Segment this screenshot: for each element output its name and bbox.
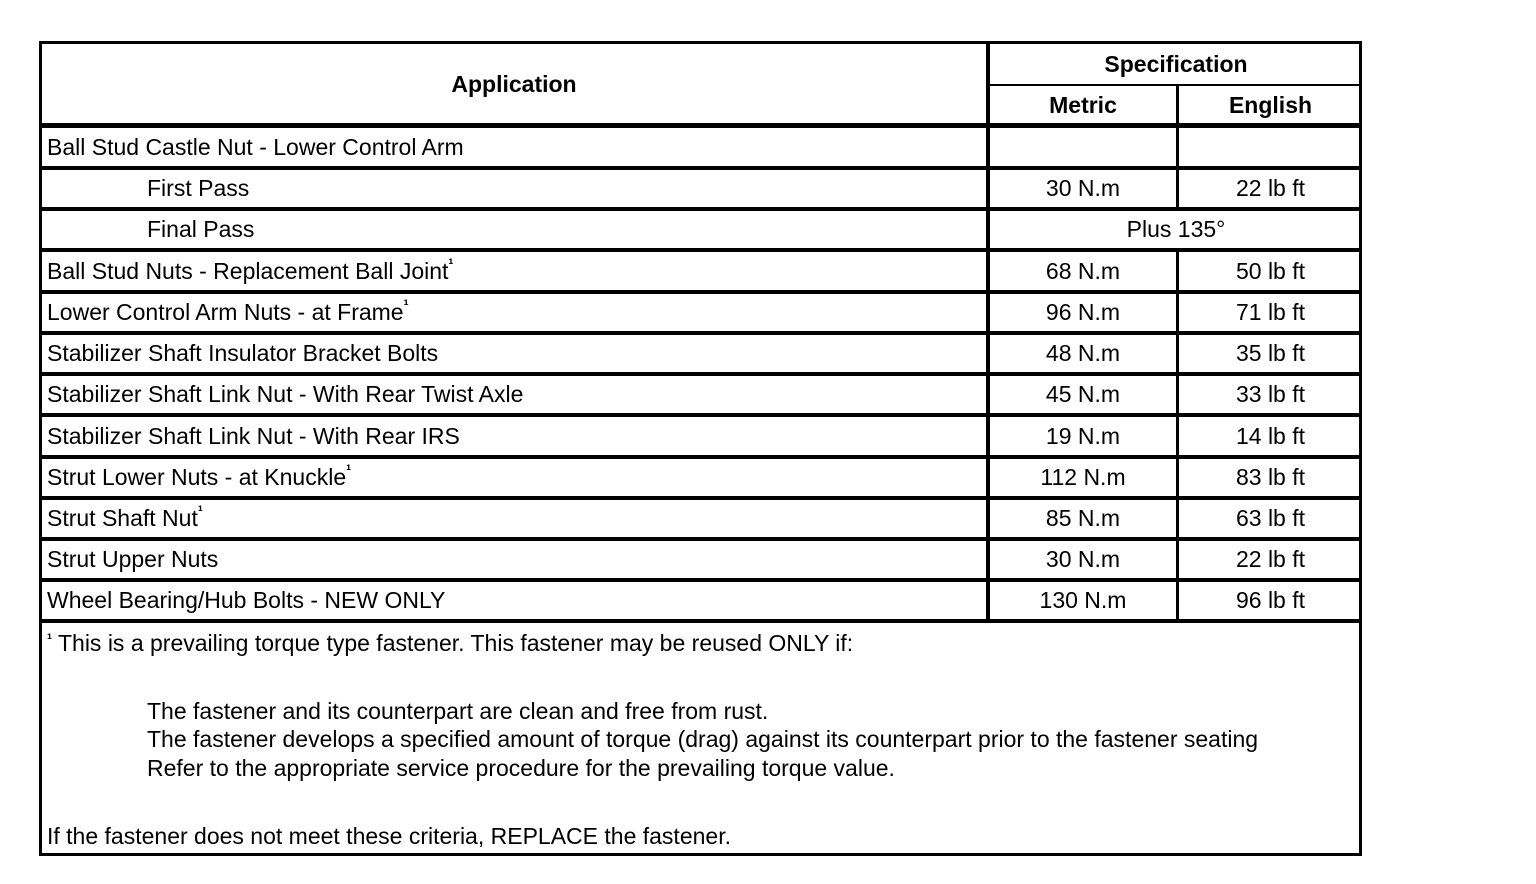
footnote-intro-text: This is a prevailing torque type fastener. This fastener may be reused ONLY if:	[52, 630, 854, 656]
row-application	[47, 500, 977, 537]
footnote-intro	[47, 630, 853, 657]
group-title: Ball Stud Castle Nut - Lower Control Arm	[47, 133, 464, 160]
row-english: 14 lb ft	[1235, 422, 1306, 449]
row-application: Stabilizer Shaft Link Nut - With Rear IRS	[47, 422, 460, 449]
footnote-condition: Refer to the appropriate service procedure for the prevailing torque value.	[147, 755, 895, 781]
row-english: 22 lb ft	[1235, 175, 1306, 201]
footnote-marker: ¹	[403, 297, 409, 314]
row-metric: 112 N.m	[1040, 464, 1126, 490]
row-metric: 19 N.m	[1045, 422, 1121, 449]
row-application-text: Strut Shaft Nut	[47, 505, 198, 531]
row-english: 96 lb ft	[1235, 587, 1306, 613]
header-english: English	[1228, 91, 1313, 118]
row-metric: 68 N.m	[1045, 257, 1121, 284]
row-application: Wheel Bearing/Hub Bolts - NEW ONLY	[47, 587, 446, 613]
row-application: Final Pass	[147, 216, 255, 242]
footnote-condition: The fastener develops a specified amount of torque (drag) against its counterpart prior to the fastener seating	[147, 726, 1259, 752]
row-english: 50 lb ft	[1235, 257, 1306, 284]
row-application	[47, 459, 977, 496]
footnote-marker: ¹	[47, 631, 52, 648]
row-application	[47, 252, 977, 290]
footnote-condition: The fastener and its counterpart are clean and free from rust.	[147, 698, 769, 724]
header-metric: Metric	[1049, 91, 1117, 118]
row-english: 71 lb ft	[1235, 299, 1306, 325]
header-specification: Specification	[1104, 51, 1248, 77]
row-metric: 30 N.m	[1045, 546, 1121, 572]
row-application-text: Ball Stud Nuts - Replacement Ball Joint	[47, 257, 449, 284]
row-line	[42, 619, 1362, 623]
row-application-text: Lower Control Arm Nuts - at Frame	[47, 299, 404, 325]
row-metric: 48 N.m	[1045, 340, 1121, 366]
footnote-marker: ¹	[197, 503, 203, 520]
row-metric: 30 N.m	[1045, 175, 1121, 201]
row-english: 22 lb ft	[1235, 546, 1306, 572]
row-application: Stabilizer Shaft Link Nut - With Rear Twist Axle	[47, 381, 524, 407]
row-english: 63 lb ft	[1235, 505, 1306, 531]
row-english: 33 lb ft	[1235, 381, 1306, 407]
row-application: Strut Upper Nuts	[47, 546, 219, 572]
row-application: First Pass	[147, 175, 250, 201]
header-application: Application	[451, 70, 577, 97]
torque-specification-table	[39, 41, 1362, 856]
footnote-marker: ¹	[448, 255, 454, 273]
footnote-closing: If the fastener does not meet these criteria, REPLACE the fastener.	[47, 823, 731, 849]
row-english: 35 lb ft	[1235, 340, 1306, 366]
row-metric: 45 N.m	[1045, 381, 1121, 407]
row-application: Stabilizer Shaft Insulator Bracket Bolts	[47, 340, 439, 366]
footnote-marker: ¹	[346, 462, 352, 479]
row-metric: 85 N.m	[1045, 505, 1121, 531]
row-application	[47, 294, 977, 331]
row-metric: 130 N.m	[1039, 587, 1127, 613]
row-combined-spec: Plus 135°	[1126, 216, 1226, 242]
row-application-text: Strut Lower Nuts - at Knuckle	[47, 464, 347, 490]
row-metric: 96 N.m	[1045, 299, 1121, 325]
row-english: 83 lb ft	[1235, 464, 1306, 490]
